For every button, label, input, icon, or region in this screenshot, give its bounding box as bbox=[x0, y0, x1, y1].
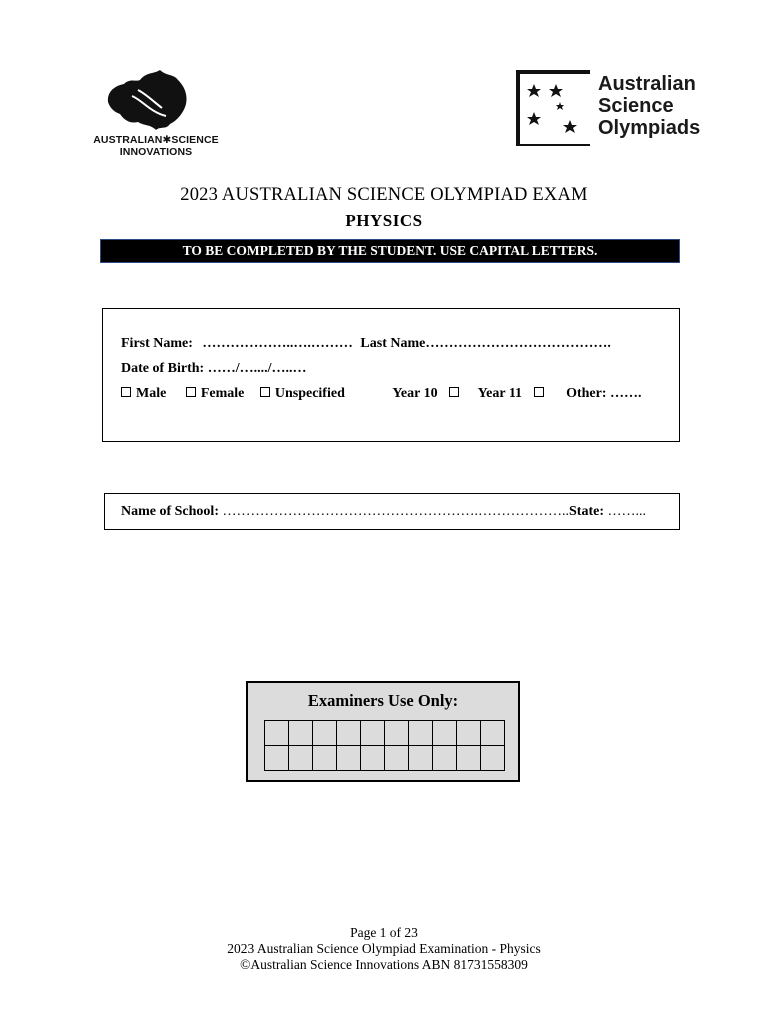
unspecified-label: Unspecified bbox=[274, 386, 345, 401]
footer-page-number: Page 1 of 23 bbox=[350, 925, 418, 940]
aso-logo bbox=[516, 70, 716, 148]
other-label: Other: bbox=[566, 386, 607, 401]
subject-title: PHYSICS bbox=[345, 211, 423, 230]
score-cell bbox=[265, 746, 289, 771]
dob-field[interactable]: ……/…..../…..… bbox=[207, 361, 307, 376]
unspecified-checkbox[interactable] bbox=[260, 387, 270, 397]
score-grid bbox=[264, 720, 505, 771]
last-name-label: Last Name bbox=[360, 336, 426, 351]
score-cell bbox=[385, 721, 409, 746]
score-cell bbox=[337, 721, 361, 746]
footer-exam-name: 2023 Australian Science Olympiad Examination - Physics bbox=[227, 941, 541, 956]
state-field[interactable]: ……... bbox=[607, 504, 646, 519]
score-cell bbox=[457, 721, 481, 746]
exam-title: 2023 AUSTRALIAN SCIENCE OLYMPIAD EXAM bbox=[180, 185, 588, 205]
asterisk-icon: ✱ bbox=[162, 134, 172, 146]
year10-label: Year 10 bbox=[392, 386, 438, 401]
aso-wordmark-3: Olympiads bbox=[598, 117, 701, 139]
score-cell bbox=[409, 721, 433, 746]
score-cell bbox=[481, 721, 505, 746]
score-cell bbox=[313, 746, 337, 771]
footer-copyright: ©Australian Science Innovations ABN 81731558309 bbox=[240, 957, 528, 972]
last-name-field[interactable]: …………………………………. bbox=[425, 336, 611, 351]
score-cell bbox=[385, 746, 409, 771]
student-details-box bbox=[102, 308, 680, 442]
year10-checkbox[interactable] bbox=[449, 387, 459, 397]
school-field[interactable]: ……………………………………………….……………….. bbox=[222, 504, 569, 519]
score-cell bbox=[409, 746, 433, 771]
other-field[interactable]: ……. bbox=[610, 386, 642, 401]
score-cell bbox=[289, 746, 313, 771]
score-cell bbox=[265, 721, 289, 746]
state-label: State: bbox=[569, 504, 604, 519]
male-checkbox[interactable] bbox=[121, 387, 131, 397]
asi-wordmark-1: AUSTRALIAN bbox=[93, 134, 163, 146]
examiners-title: Examiners Use Only: bbox=[307, 691, 459, 710]
instruction-banner: TO BE COMPLETED BY THE STUDENT. USE CAPITAL LETTERS. bbox=[100, 239, 680, 263]
score-cell bbox=[337, 746, 361, 771]
score-cell bbox=[313, 721, 337, 746]
score-cell bbox=[361, 746, 385, 771]
score-cell bbox=[289, 721, 313, 746]
examiners-box bbox=[246, 681, 520, 782]
first-name-label: First Name: bbox=[121, 336, 193, 351]
year11-label: Year 11 bbox=[477, 386, 523, 401]
first-name-field[interactable]: ………………..….……… bbox=[202, 336, 353, 351]
score-cell bbox=[481, 746, 505, 771]
female-checkbox[interactable] bbox=[186, 387, 196, 397]
year11-checkbox[interactable] bbox=[534, 387, 544, 397]
score-cell bbox=[457, 746, 481, 771]
australia-map-icon bbox=[80, 68, 232, 130]
asi-wordmark-2: INNOVATIONS bbox=[119, 146, 193, 158]
aso-wordmark-1: Australian bbox=[598, 73, 696, 95]
dob-label: Date of Birth: bbox=[121, 361, 205, 376]
score-cell bbox=[433, 746, 457, 771]
school-details-box bbox=[104, 493, 680, 530]
aso-wordmark-2: Science bbox=[598, 95, 674, 117]
male-label: Male bbox=[136, 386, 167, 401]
score-cell bbox=[361, 721, 385, 746]
female-label: Female bbox=[200, 386, 245, 401]
school-label: Name of School: bbox=[121, 504, 219, 519]
asi-wordmark-1b: SCIENCE bbox=[171, 134, 219, 146]
score-cell bbox=[433, 721, 457, 746]
asi-logo bbox=[80, 68, 232, 162]
southern-cross-icon bbox=[516, 70, 590, 148]
